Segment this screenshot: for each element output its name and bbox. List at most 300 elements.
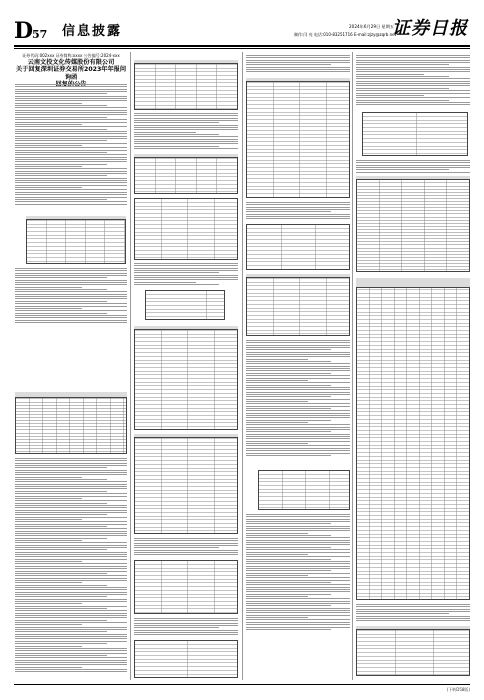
- text-line: [15, 646, 82, 647]
- text-line: [246, 424, 350, 425]
- page-number: 57: [32, 28, 48, 41]
- text-line: [15, 601, 127, 602]
- text-line: [134, 277, 238, 278]
- text-line: [15, 185, 127, 186]
- text-line: [356, 160, 470, 161]
- text-line: [246, 453, 350, 454]
- text-line: [15, 571, 127, 572]
- text-line: [134, 132, 196, 133]
- text-line: [15, 634, 127, 635]
- text-line: [246, 436, 350, 437]
- text-line: [15, 617, 127, 618]
- text-line: [246, 363, 350, 364]
- text-line: [15, 317, 127, 318]
- text-line: [15, 465, 127, 466]
- text-line: [15, 484, 127, 485]
- text-line: [356, 172, 470, 173]
- text-line: [134, 538, 238, 539]
- body-text-block: [134, 263, 238, 286]
- text-line: [356, 55, 470, 56]
- text-line: [246, 448, 350, 449]
- text-line: [246, 67, 350, 68]
- text-line: [15, 460, 127, 461]
- text-line: [15, 301, 107, 302]
- text-line: [246, 342, 350, 343]
- text-line: [246, 373, 331, 374]
- text-line: [134, 552, 238, 553]
- text-line: [15, 280, 127, 281]
- text-line: [356, 95, 424, 96]
- text-line: [15, 631, 107, 632]
- text-line: [246, 366, 350, 367]
- text-line: [356, 90, 470, 91]
- text-line: [15, 650, 127, 651]
- text-line: [246, 406, 350, 407]
- text-line: [246, 443, 308, 444]
- data-table: [246, 224, 350, 270]
- body-text-block: [246, 202, 350, 221]
- text-line: [15, 488, 127, 489]
- text-line: [356, 167, 470, 168]
- text-line: [15, 554, 127, 555]
- text-line: [246, 380, 308, 381]
- text-line: [15, 578, 127, 579]
- text-line: [246, 60, 350, 61]
- text-line: [356, 93, 470, 94]
- text-line: [15, 166, 82, 167]
- data-table: [134, 60, 238, 110]
- data-table: [246, 78, 350, 198]
- text-line: [15, 126, 127, 127]
- body-text-block: [246, 514, 350, 631]
- text-line: [246, 514, 350, 515]
- text-line: [15, 467, 107, 468]
- text-line: [15, 275, 127, 276]
- text-line: [246, 530, 350, 531]
- text-line: [15, 277, 107, 278]
- text-line: [246, 211, 331, 212]
- text-line: [15, 641, 127, 642]
- text-line: [15, 136, 127, 137]
- table-header: [134, 60, 238, 64]
- text-line: [15, 610, 127, 611]
- text-line: [15, 103, 82, 104]
- masthead: [14, 20, 470, 44]
- text-line: [15, 91, 127, 92]
- text-line: [15, 310, 127, 311]
- text-line: [134, 127, 238, 128]
- text-line: [15, 129, 107, 130]
- text-line: [134, 279, 238, 280]
- text-line: [356, 78, 470, 79]
- text-line: [246, 340, 350, 341]
- article-title-line2: 关于回复深圳证券交易所2023年年报问询函: [15, 66, 127, 81]
- text-line: [246, 455, 331, 456]
- text-line: [246, 584, 350, 585]
- text-line: [15, 98, 127, 99]
- text-line: [15, 547, 127, 548]
- text-line: [356, 606, 470, 607]
- header-rule: [14, 45, 470, 47]
- text-line: [246, 413, 350, 414]
- text-line: [246, 69, 350, 70]
- text-line: [15, 474, 127, 475]
- text-line: [356, 609, 470, 610]
- text-line: [134, 141, 238, 142]
- text-line: [246, 575, 308, 576]
- text-line: [246, 349, 331, 350]
- text-line: [246, 438, 350, 439]
- data-table: [356, 626, 470, 676]
- text-line: [134, 268, 238, 269]
- text-line: [246, 202, 350, 203]
- text-line: [356, 71, 470, 72]
- text-line: [246, 619, 350, 620]
- text-line: [246, 445, 350, 446]
- text-line: [246, 345, 350, 346]
- text-line: [356, 76, 449, 77]
- text-line: [15, 178, 127, 179]
- text-line: [15, 599, 127, 600]
- table-header: [246, 274, 350, 278]
- text-line: [356, 69, 470, 70]
- text-line: [15, 491, 107, 492]
- data-table: [362, 112, 468, 156]
- text-line: [15, 517, 127, 518]
- text-line: [246, 603, 350, 604]
- text-line: [246, 521, 350, 522]
- text-line: [246, 387, 350, 388]
- text-line: [15, 100, 127, 101]
- text-line: [356, 162, 470, 163]
- text-line: [15, 627, 127, 628]
- text-line: [15, 533, 127, 534]
- text-line: [356, 67, 470, 68]
- text-line: [246, 214, 350, 215]
- text-line: [15, 613, 127, 614]
- text-line: [246, 563, 350, 564]
- table-header: [356, 626, 470, 630]
- text-line: [246, 535, 331, 536]
- text-line: [15, 131, 127, 132]
- text-line: [356, 104, 470, 105]
- text-line: [246, 431, 331, 432]
- text-line: [246, 612, 350, 613]
- text-line: [246, 450, 350, 451]
- table-header: [134, 326, 238, 330]
- text-line: [15, 117, 107, 118]
- text-line: [246, 347, 350, 348]
- text-line: [246, 526, 350, 527]
- text-line: [15, 638, 127, 639]
- brand-logo: 证券日报: [392, 18, 468, 39]
- text-line: [15, 535, 127, 536]
- text-line: [246, 573, 350, 574]
- text-line: [15, 667, 82, 668]
- text-line: [134, 554, 238, 555]
- text-line: [15, 119, 127, 120]
- text-line: [15, 585, 107, 586]
- text-line: [134, 623, 238, 624]
- text-line: [246, 610, 350, 611]
- text-line: [15, 589, 127, 590]
- text-line: [246, 556, 350, 557]
- text-line: [134, 634, 238, 635]
- text-line: [15, 89, 127, 90]
- text-line: [134, 129, 238, 130]
- text-line: [356, 604, 470, 605]
- text-line: [246, 596, 308, 597]
- text-line: [246, 544, 350, 545]
- text-line: [356, 81, 470, 82]
- text-line: [246, 533, 308, 534]
- text-line: [246, 408, 331, 409]
- text-line: [246, 375, 350, 376]
- text-line: [356, 102, 470, 103]
- text-line: [15, 86, 127, 87]
- text-line: [356, 74, 424, 75]
- text-line: [15, 606, 127, 607]
- text-line: [246, 415, 350, 416]
- text-line: [246, 64, 331, 65]
- text-line: [15, 620, 107, 621]
- body-text-block: [15, 458, 127, 674]
- text-line: [15, 273, 127, 274]
- text-line: [15, 603, 82, 604]
- text-line: [246, 561, 350, 562]
- data-table: [145, 290, 225, 320]
- body-text-block: [356, 55, 470, 107]
- text-line: [246, 580, 350, 581]
- text-line: [15, 282, 127, 283]
- text-line: [246, 519, 350, 520]
- data-table: [134, 326, 238, 430]
- text-line: [15, 180, 127, 181]
- text-line: [134, 120, 238, 121]
- text-line: [15, 303, 127, 304]
- text-line: [15, 664, 127, 665]
- text-line: [15, 521, 127, 522]
- text-line: [15, 182, 127, 183]
- text-line: [15, 470, 127, 471]
- text-line: [15, 507, 127, 508]
- body-text-block: [15, 84, 127, 206]
- text-line: [15, 270, 127, 271]
- text-line: [15, 189, 127, 190]
- data-table: [356, 176, 470, 272]
- text-line: [15, 660, 127, 661]
- text-line: [15, 568, 127, 569]
- text-line: [15, 298, 127, 299]
- body-text-block: [134, 113, 238, 151]
- text-line: [246, 356, 350, 357]
- text-line: [246, 549, 350, 550]
- text-line: [15, 596, 107, 597]
- text-line: [356, 57, 470, 58]
- data-table: [246, 274, 350, 336]
- text-line: [15, 110, 127, 111]
- text-line: [246, 605, 331, 606]
- text-line: [15, 594, 127, 595]
- text-line: [15, 531, 127, 532]
- page-letter: D: [14, 18, 33, 44]
- text-line: [246, 441, 350, 442]
- text-line: [356, 85, 470, 86]
- text-line: [246, 417, 350, 418]
- text-line: [15, 580, 127, 581]
- data-table: [134, 154, 238, 194]
- text-line: [134, 625, 238, 626]
- text-line: [15, 294, 127, 295]
- body-text-block: [15, 268, 127, 324]
- text-line: [15, 289, 107, 290]
- text-line: [15, 608, 107, 609]
- text-line: [15, 671, 127, 672]
- text-line: [15, 472, 127, 473]
- text-line: [15, 112, 127, 113]
- text-line: [246, 218, 350, 219]
- text-line: [246, 582, 331, 583]
- text-line: [15, 648, 127, 649]
- text-line: [246, 589, 350, 590]
- text-line: [246, 385, 331, 386]
- text-line: [246, 396, 331, 397]
- text-line: [246, 528, 350, 529]
- text-line: [246, 577, 350, 578]
- text-line: [15, 320, 127, 321]
- text-line: [15, 194, 127, 195]
- text-line: [15, 575, 127, 576]
- article-title: 云南文投文化传媒股份有限公司: [27, 59, 115, 66]
- text-line: [134, 627, 219, 628]
- text-line: [246, 422, 308, 423]
- text-line: [134, 630, 238, 631]
- text-line: [246, 516, 350, 517]
- body-text-block: [134, 538, 238, 557]
- issue-date: 2024年6月29日 星期五: [349, 24, 395, 29]
- text-line: [15, 503, 107, 504]
- text-line: [15, 559, 127, 560]
- text-line: [15, 161, 127, 162]
- text-line: [15, 561, 82, 562]
- text-line: [356, 100, 449, 101]
- data-table: [134, 198, 238, 260]
- text-line: [246, 209, 350, 210]
- text-line: [15, 549, 107, 550]
- text-line: [15, 657, 127, 658]
- text-line: [15, 510, 127, 511]
- table-header: [246, 78, 350, 82]
- table-header: [134, 434, 238, 438]
- text-line: [246, 368, 350, 369]
- text-line: [15, 573, 107, 574]
- text-line: [15, 192, 127, 193]
- text-line: [15, 268, 127, 269]
- text-line: [134, 547, 219, 548]
- text-line: [246, 361, 331, 362]
- body-text-block: [134, 618, 238, 637]
- text-line: [15, 526, 107, 527]
- text-line: [134, 122, 219, 123]
- text-line: [246, 204, 350, 205]
- editor-info: 制作:闫 亮 电话:010-83251716 E-mail:zjzy@zqrb.net: [294, 32, 397, 37]
- text-line: [15, 197, 127, 198]
- text-line: [15, 322, 127, 323]
- text-line: [15, 566, 127, 567]
- text-line: [134, 265, 238, 266]
- text-line: [15, 315, 127, 316]
- text-line: [15, 505, 127, 506]
- text-line: [15, 669, 127, 670]
- text-line: [15, 138, 127, 139]
- text-line: [15, 199, 107, 200]
- text-line: [15, 655, 107, 656]
- text-line: [15, 519, 82, 520]
- text-line: [15, 164, 107, 165]
- text-line: [15, 291, 127, 292]
- text-line: [246, 394, 350, 395]
- text-line: [15, 458, 127, 459]
- text-line: [246, 370, 350, 371]
- text-line: [134, 263, 238, 264]
- text-line: [15, 540, 82, 541]
- data-table: [134, 560, 238, 614]
- text-line: [15, 147, 127, 148]
- text-line: [356, 83, 470, 84]
- text-line: [15, 313, 107, 314]
- text-line: [15, 306, 127, 307]
- text-line: [15, 514, 107, 515]
- text-line: [15, 662, 127, 663]
- text-line: [15, 524, 127, 525]
- text-line: [15, 122, 127, 123]
- text-line: [246, 434, 350, 435]
- text-line: [15, 477, 82, 478]
- text-line: [134, 540, 238, 541]
- text-line: [246, 389, 350, 390]
- text-line: [15, 481, 127, 482]
- data-table: [15, 392, 127, 454]
- text-line: [246, 617, 308, 618]
- text-line: [246, 608, 350, 609]
- text-line: [246, 216, 350, 217]
- text-line: [356, 613, 449, 614]
- text-line: [15, 140, 107, 141]
- text-line: [15, 538, 107, 539]
- section-title: 信息披露: [62, 24, 123, 39]
- text-line: [15, 308, 82, 309]
- table-header: [356, 176, 470, 180]
- text-line: [246, 559, 331, 560]
- text-line: [15, 159, 127, 160]
- text-line: [134, 284, 219, 285]
- text-line: [246, 427, 350, 428]
- text-line: [134, 143, 238, 144]
- text-line: [246, 378, 350, 379]
- text-line: [15, 615, 127, 616]
- text-line: [15, 84, 127, 85]
- article-code-line: 证券代码:002xxx 证券简称:xxxx 公告编号:2024-xxx: [22, 53, 120, 58]
- footer-rule: [14, 684, 470, 685]
- data-table: [134, 434, 238, 534]
- text-line: [15, 175, 107, 176]
- text-line: [134, 545, 238, 546]
- text-line: [246, 352, 350, 353]
- text-line: [15, 133, 127, 134]
- text-line: [246, 627, 350, 628]
- text-line: [15, 157, 127, 158]
- text-line: [246, 55, 350, 56]
